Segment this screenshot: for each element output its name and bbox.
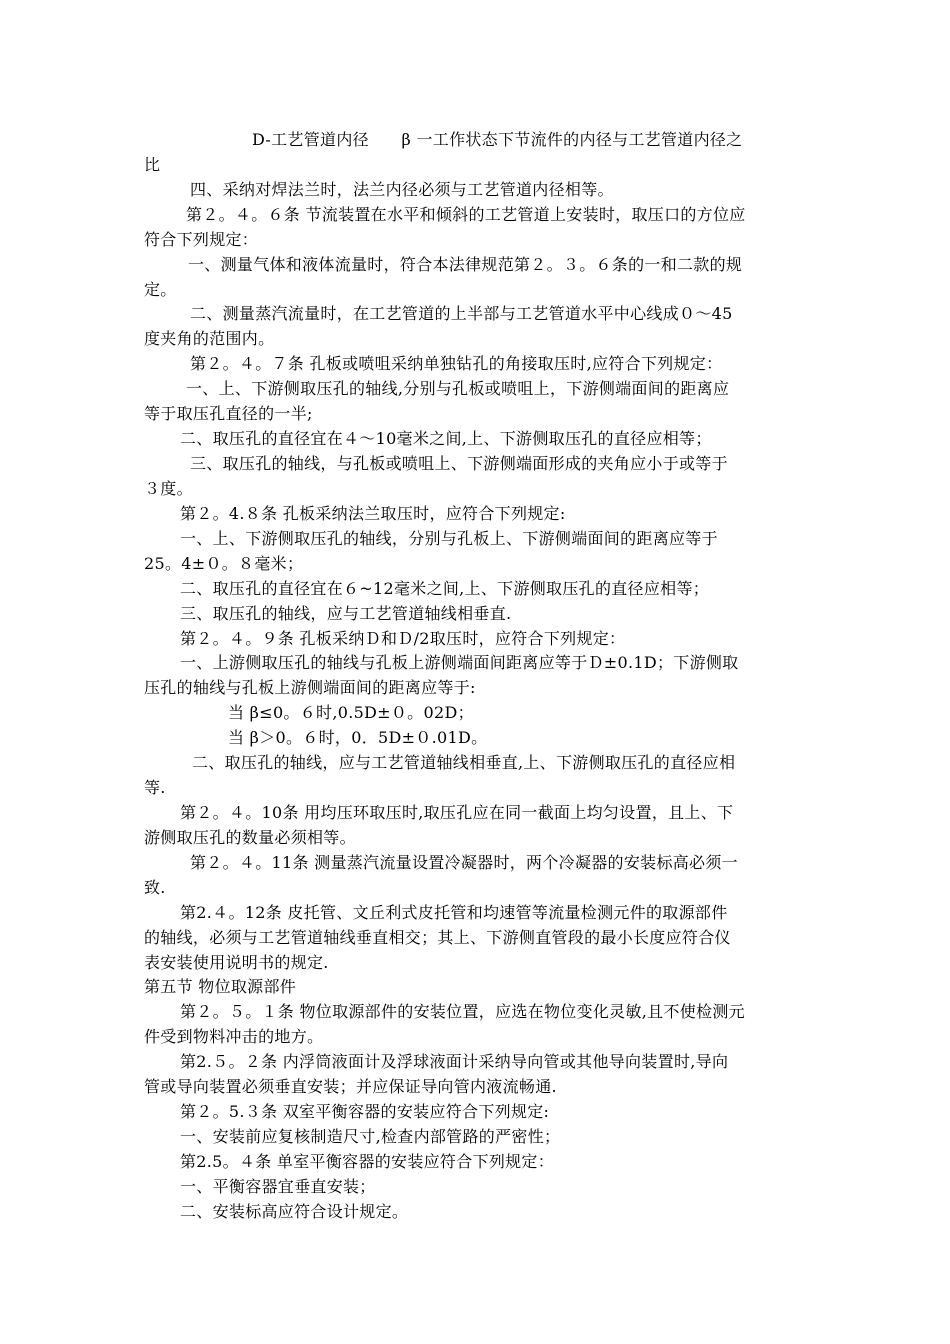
text-line: 三、取压孔的轴线，应与工艺管道轴线相垂直. — [180, 604, 512, 623]
text-line: 第２。４。11条 测量蒸汽流量设置冷凝器时，两个冷凝器的安装标高必须一 — [190, 853, 738, 872]
text-line: 一、上、下游侧取压孔的轴线,分别与孔板或喷咀上，下游侧端面间的距离应 — [186, 379, 730, 398]
text-line: 第２。５。１条 物位取源部件的安装位置，应选在物位变化灵敏,且不使检测元 — [180, 1002, 745, 1021]
text-line: 第2.５。２条 内浮筒液面计及浮球液面计采纳导向管或其他导向装置时,导向 — [180, 1052, 729, 1071]
text-line: 第2.5。４条 单室平衡容器的安装应符合下列规定： — [180, 1152, 555, 1171]
text-line: 管或导向装置必须垂直安装；并应保证导向管内液流畅通. — [144, 1077, 557, 1096]
section-heading: 第五节 物位取源部件 — [144, 977, 297, 996]
text-line: 第２。４。７条 孔板或喷咀采纳单独钻孔的角接取压时,应符合下列规定： — [190, 354, 723, 373]
text-line: 二、取压孔的轴线，应与工艺管道轴线相垂直,上、下游侧取压孔的直径应相 — [192, 753, 736, 772]
text-line: 等. — [144, 778, 166, 797]
text-line: 二、安装标高应符合设计规定。 — [180, 1202, 409, 1221]
text-line: 二、测量蒸汽流量时，在工艺管道的上半部与工艺管道水平中心线成０～45 — [190, 304, 733, 323]
text-line: 的轴线，必须与工艺管道轴线垂直相交；其上、下游侧直管段的最小长度应符合仪 — [144, 928, 731, 947]
text-line: 当 β＞0。６时，0．5D±０.01D。 — [228, 728, 488, 747]
text-line: 符合下列规定： — [144, 230, 259, 249]
text-line: ３度。 — [144, 479, 193, 498]
text-line: 比 — [144, 155, 161, 174]
text-line: 当 β≤0。６时,0.5D±０。02D； — [228, 703, 474, 722]
text-line: 第２。４。10条 用均压环取压时,取压孔应在同一截面上均匀设置，且上、下 — [180, 803, 734, 822]
text-line: 二、取压孔的直径宜在４～10毫米之间,上、下游侧取压孔的直径应相等； — [180, 429, 712, 448]
text-line: 度夹角的范围内。 — [144, 329, 275, 348]
text-line: 第２。４。６条 节流装置在水平和倾斜的工艺管道上安装时，取压口的方位应 — [186, 205, 746, 224]
text-line: 游侧取压孔的数量必须相等。 — [144, 828, 356, 847]
text-line: 等于取压孔直径的一半; — [144, 404, 313, 423]
text-line: 一、安装前应复核制造尺寸,检查内部管路的严密性； — [180, 1127, 561, 1146]
text-line: 压孔的轴线与孔板上游侧端面间的距离应等于: — [144, 678, 476, 697]
text-line: 一、上、下游侧取压孔的轴线，分别与孔板上、下游侧端面间的距离应等于 — [180, 529, 718, 548]
text-line: 二、取压孔的直径宜在６~12毫米之间,上、下游侧取压孔的直径应相等； — [180, 579, 710, 598]
text-line: 三、取压孔的轴线，与孔板或喷咀上、下游侧端面形成的夹角应小于或等于 — [190, 454, 728, 473]
text-line: 件受到物料冲击的地方。 — [144, 1027, 324, 1046]
text-line: 一、平衡容器宜垂直安装； — [180, 1177, 376, 1196]
text-line: 第2.４。12条 皮托管、文丘利式皮托管和均速管等流量检测元件的取源部件 — [180, 903, 728, 922]
text-line: 一、测量气体和液体流量时，符合本法律规范第２。３。６条的一和二款的规 — [188, 255, 743, 274]
text-line: 四、采纳对焊法兰时，法兰内径必须与工艺管道内径相等。 — [190, 180, 614, 199]
text-line: 第２。5.３条 双室平衡容器的安装应符合下列规定: — [180, 1102, 550, 1121]
text-line: 致. — [144, 878, 166, 897]
text-line: 表安装使用说明书的规定. — [144, 953, 329, 972]
text-line: D-工艺管道内径 β 一工作状态下节流件的内径与工艺管道内径之 — [252, 130, 743, 149]
text-line: 第２。4.８条 孔板采纳法兰取压时，应符合下列规定: — [180, 504, 566, 523]
text-line: 一、上游侧取压孔的轴线与孔板上游侧端面间距离应等于Ｄ±0.1D；下游侧取 — [180, 653, 739, 672]
text-line: 第２。４。９条 孔板采纳Ｄ和Ｄ/2取压时，应符合下列规定： — [180, 629, 626, 648]
text-line: 25。4±０。８毫米； — [144, 554, 304, 573]
text-line: 定。 — [144, 280, 177, 299]
